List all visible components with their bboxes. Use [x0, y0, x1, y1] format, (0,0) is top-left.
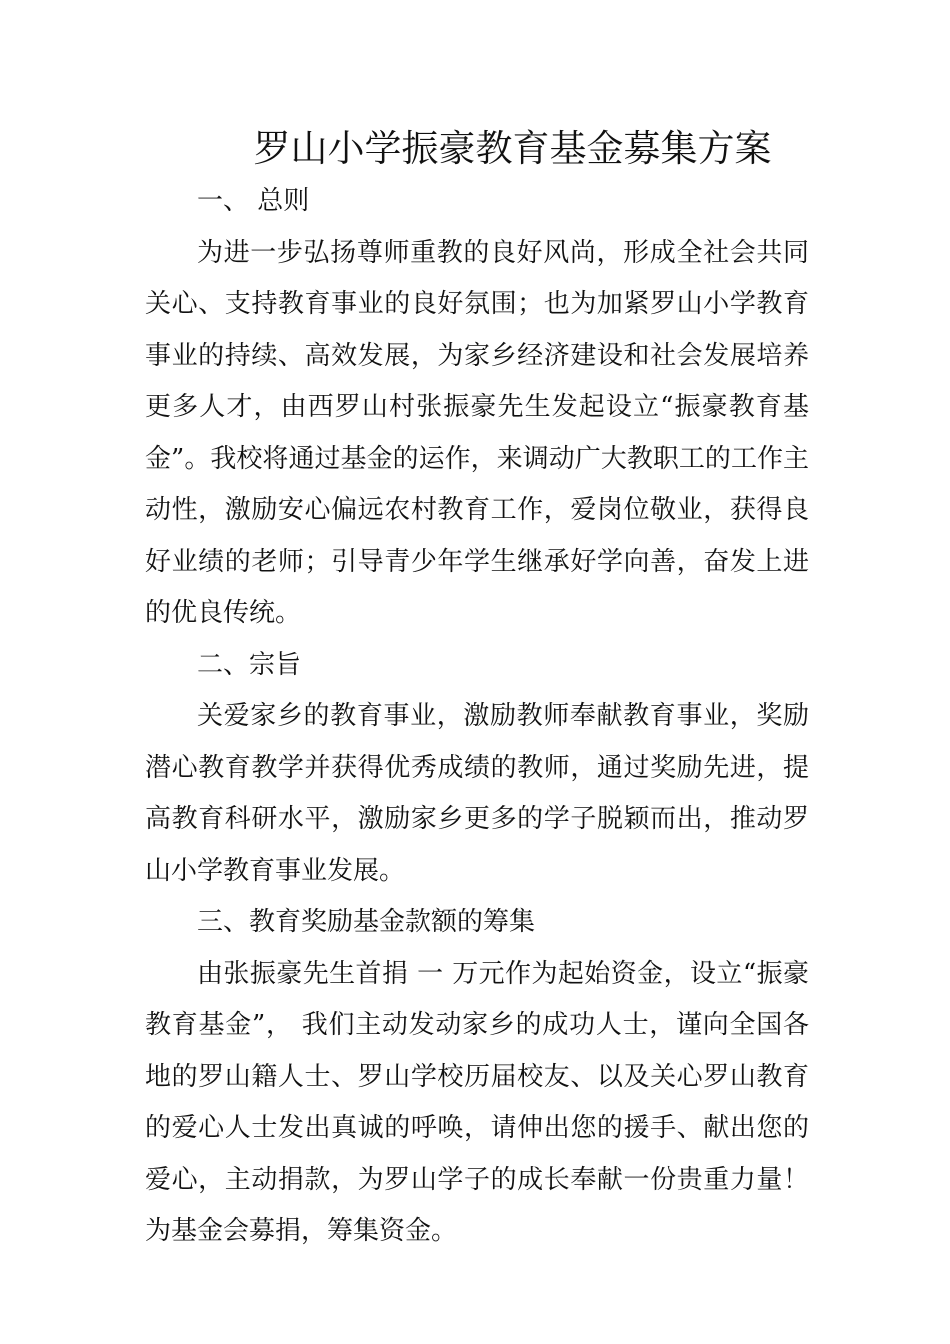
section-heading: 一、 总则 — [197, 186, 310, 216]
section-paragraph: 由张振豪先生首捐 一 万元作为起始资金，设立“振豪教育基金”， 我们主动发动家乡的成功人士，谨向全国各地的罗山籍人士、罗山学校历届校友、以及关心罗山教育的爱心人士发出真诚的呼唤，请伸出您的援手、献出您的爱心，主动捐款，为罗山学子的成长奉献一份贵重力量！为基金会募捐，筹集资金。 — [145, 958, 809, 1246]
section-paragraph: 为进一步弘扬尊师重教的良好风尚，形成全社会共同关心、支持教育事业的良好氛围；也为加紧罗山小学教育事业的持续、高效发展，为家乡经济建设和社会发展培养更多人才，由西罗山村张振豪先生发起设立“振豪教育基金”。我校将通过基金的运作，来调动广大教职工的工作主动性，激励安心偏远农村教育工作，爱岗位敬业，获得良好业绩的老师；引导青少年学生继承好学向善，奋发上进的优良传统。 — [145, 237, 809, 628]
document-title: 罗山小学振豪教育基金募集方案 — [253, 127, 772, 170]
section-fundraising — [145, 897, 809, 1258]
section-general — [145, 176, 809, 640]
document-body — [145, 176, 809, 1258]
section-heading: 二、宗旨 — [197, 649, 302, 680]
section-paragraph: 关爱家乡的教育事业，激励教师奉献教育事业，奖励潜心教育教学并获得优秀成绩的教师，通过奖励先进，提高教育科研水平，激励家乡更多的学子脱颖而出，推动罗山小学教育事业发展。 — [145, 701, 809, 886]
section-heading: 三、教育奖励基金款额的筹集 — [197, 907, 536, 937]
section-purpose — [145, 640, 809, 898]
